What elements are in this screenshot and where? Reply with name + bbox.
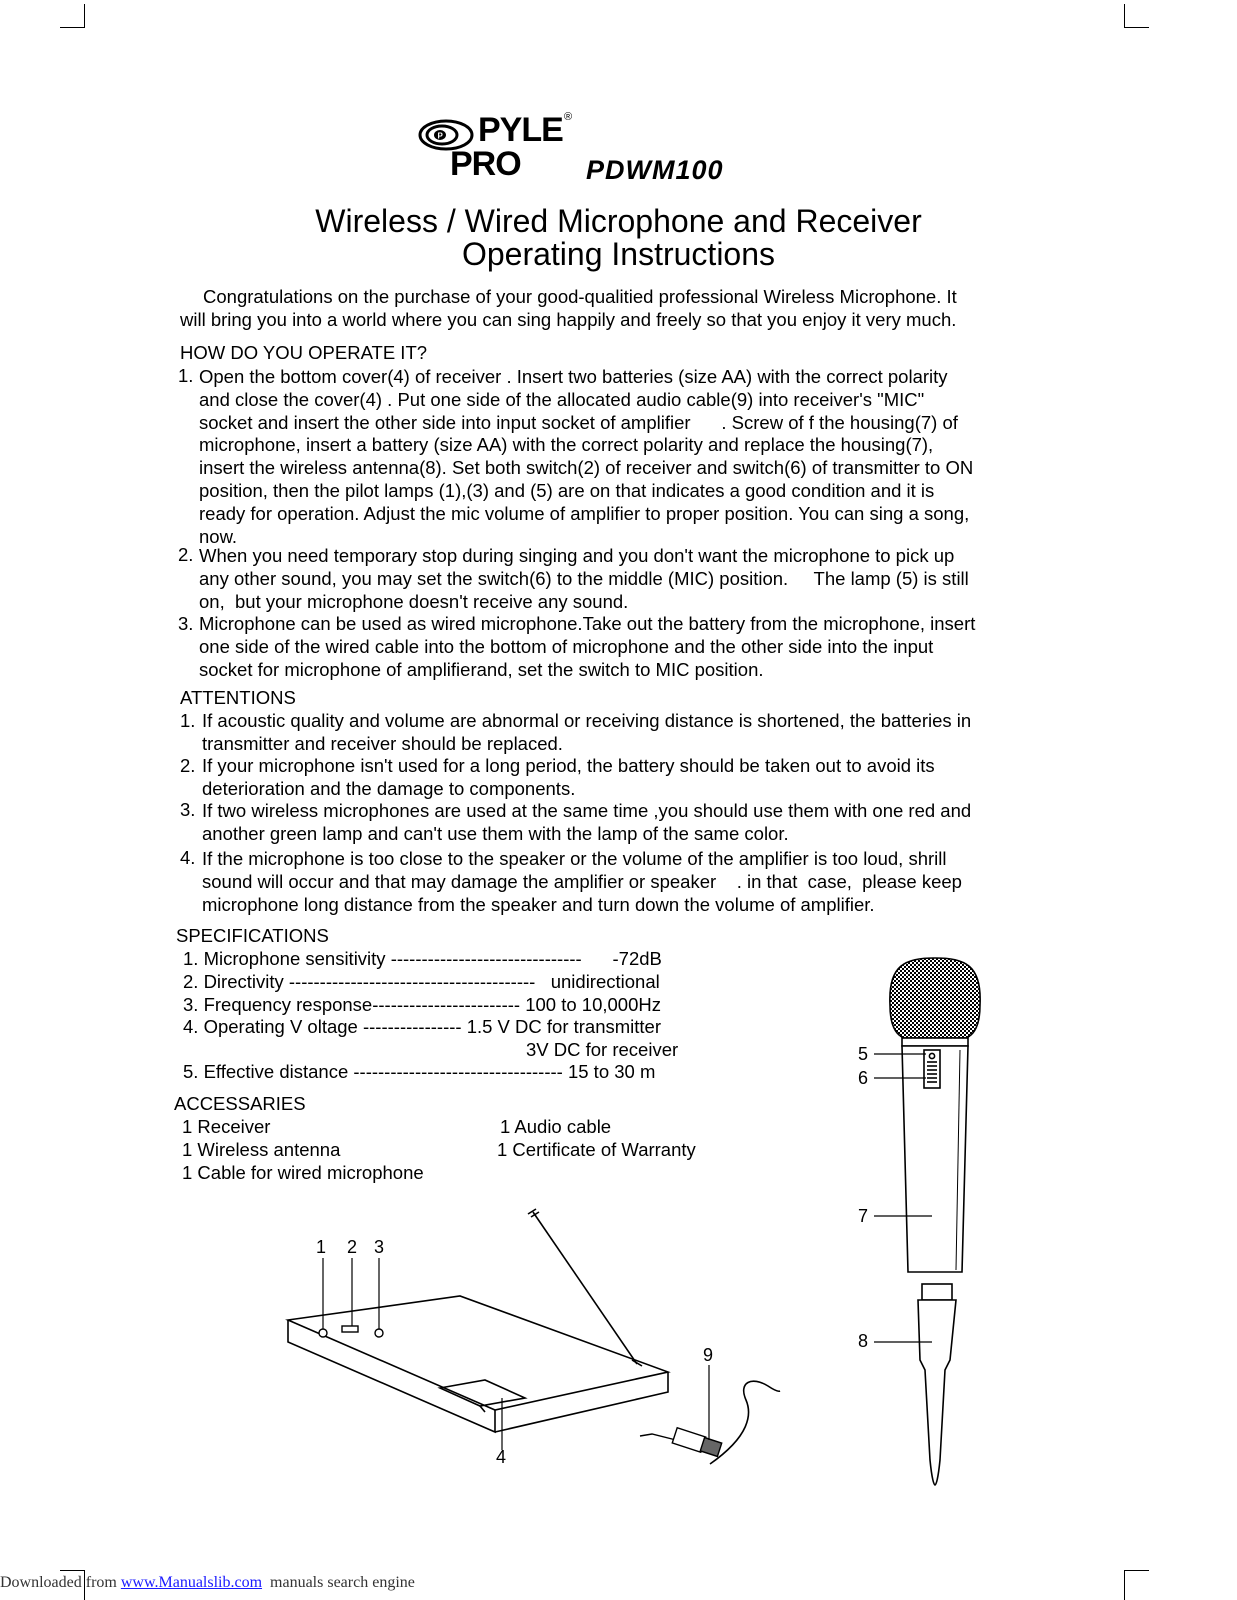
brand-line1: PYLE (478, 111, 563, 149)
page-title-line2: Operating Instructions (461, 236, 776, 272)
microphone-diagram (860, 950, 1000, 1490)
accessary-left-2: 1 Wireless antenna (182, 1139, 341, 1160)
attentions-heading: ATTENTIONS (180, 687, 296, 708)
text-line: and close the cover(4) . Put one side of the allocated audio cable(9) into receiver's "MIC" (199, 388, 925, 410)
intro-line2: will bring you into a world where you can sing happily and freely so that you enjoy it very much. (180, 309, 957, 330)
crop-mark-top-right-v (1124, 4, 1125, 27)
brand-logo (418, 113, 738, 188)
lamp-1 (319, 1329, 327, 1337)
operate-item-3-number: 3. (178, 613, 194, 634)
download-footer (0, 1574, 415, 1592)
accessary-left-1: 1 Receiver (182, 1116, 271, 1137)
diagram-label-4: 4 (496, 1447, 507, 1467)
text-line: one side of the wired cable into the bottom of microphone and the other side into the input (199, 635, 934, 657)
operate-item-2-number: 2. (178, 544, 194, 565)
crop-mark-top-right-h (1124, 27, 1149, 28)
diagram-label-1: 1 (316, 1237, 327, 1257)
attention-item-3-number: 3. (180, 799, 196, 820)
diagram-label-3: 3 (374, 1237, 385, 1257)
text-line: any other sound, you may set the switch(6) to the middle (MIC) position. The lamp (5) is still (199, 567, 969, 589)
text-line: another green lamp and can't use them with the lamp of the same color. (202, 822, 789, 844)
attention-item-4-text (202, 848, 962, 916)
text-line: When you need temporary stop during singing and you don't want the microphone to pick up (199, 545, 955, 566)
attention-item-2-text (202, 755, 935, 801)
text-line: Open the bottom cover(4) of receiver . Insert two batteries (size AA) with the correct polarity (199, 366, 948, 387)
spec-line-5: 5. Effective distance ---------------------------------- 15 to 30 m (183, 1061, 656, 1082)
text-line: If the microphone is too close to the speaker or the volume of the amplifier is too loud, shrill (202, 848, 947, 869)
text-line: If two wireless microphones are used at the same time ,you should use them with one red and (202, 800, 972, 821)
footer-prefix: Downloaded from (0, 1574, 121, 1591)
attention-item-4-number: 4. (180, 847, 196, 868)
diagram-label-2: 2 (347, 1237, 358, 1257)
text-line: insert the wireless antenna(8). Set both switch(2) of receiver and switch(6) of transmitter to ON (199, 457, 974, 479)
text-line: ready for operation. Adjust the mic volume of amplifier to proper position. You can sing a song, (199, 502, 970, 524)
operate-item-1-number: 1. (178, 365, 194, 386)
attention-item-1-number: 1. (180, 710, 196, 731)
accessary-right-1: 1 Audio cable (500, 1116, 612, 1137)
diagram-label-9: 9 (703, 1345, 714, 1365)
accessary-right-2: 1 Certificate of Warranty (497, 1139, 696, 1160)
brand-line2: PRO (450, 145, 521, 183)
crop-mark-bottom-right-h (1124, 1570, 1149, 1571)
text-line: socket and insert the other side into input socket of amplifier . Screw of f the housing(7) of (199, 411, 958, 433)
footer-suffix: manuals search engine (262, 1574, 415, 1591)
intro-line1: Congratulations on the purchase of your good-qualitied professional Wireless Microphone. It (203, 286, 957, 307)
accessaries-heading: ACCESSARIES (174, 1093, 306, 1114)
lamp-3 (375, 1329, 383, 1337)
specifications-heading: SPECIFICATIONS (176, 925, 329, 946)
operate-item-2-text (199, 545, 969, 613)
text-line: on, but your microphone doesn't receive any sound. (199, 590, 629, 612)
operate-heading: HOW DO YOU OPERATE IT? (180, 342, 428, 363)
receiver-body (288, 1296, 668, 1410)
attention-item-3-text (202, 800, 971, 846)
spec-line-4b: 3V DC for receiver (526, 1039, 679, 1060)
mic-grille (890, 958, 980, 1038)
text-line: deterioration and the damage to components. (202, 777, 576, 799)
text-line: transmitter and receiver should be replaced. (202, 732, 563, 754)
svg-text:P: P (437, 131, 443, 141)
crop-mark-top-left-h (60, 27, 85, 28)
accessary-left-3: 1 Cable for wired microphone (182, 1162, 424, 1183)
manualslib-link[interactable]: www.Manualslib.com (120, 1574, 263, 1591)
spec-line-2: 2. Directivity ---------------------------------------- unidirectional (183, 971, 660, 992)
text-line: If your microphone isn't used for a long period, the battery should be taken out to avoid its (202, 755, 935, 776)
diagram-label-8: 8 (858, 1331, 869, 1351)
model-number: PDWM100 (586, 155, 724, 185)
attention-item-1-text (202, 710, 971, 756)
spec-line-3: 3. Frequency response------------------------ 100 to 10,000Hz (183, 994, 661, 1015)
diagram-label-6: 6 (858, 1068, 869, 1088)
switch-2 (342, 1326, 358, 1332)
text-line: Microphone can be used as wired microphone.Take out the battery from the microphone, insert (199, 613, 976, 634)
text-line: now. (199, 525, 238, 547)
text-line: If acoustic quality and volume are abnormal or receiving distance is shortened, the batteries in (202, 710, 972, 731)
diagram-label-7: 7 (858, 1206, 869, 1226)
registered-mark: ® (564, 111, 573, 123)
text-line: microphone, insert a battery (size AA) with the correct polarity and replace the housing(7), (199, 434, 934, 456)
operate-item-1-text (199, 366, 973, 548)
text-line: sound will occur and that may damage the amplifier or speaker . in that case, please keep (202, 870, 962, 892)
text-line: microphone long distance from the speaker and turn down the volume of amplifier. (202, 893, 875, 915)
receiver-diagram (280, 1200, 800, 1490)
crop-mark-bottom-left-h (60, 1570, 85, 1571)
spec-line-4: 4. Operating V oltage ---------------- 1.5 V DC for transmitter (183, 1016, 661, 1037)
page-title-line1: Wireless / Wired Microphone and Receiver (315, 203, 922, 239)
attention-item-2-number: 2. (180, 755, 196, 776)
operate-item-3-text (199, 613, 975, 681)
crop-mark-top-left-v (84, 4, 85, 27)
spec-line-1: 1. Microphone sensitivity ------------------------------- -72dB (183, 948, 662, 969)
audio-cable (710, 1381, 780, 1464)
mic-antenna (918, 1300, 956, 1485)
text-line: socket for microphone of amplifierand, set the switch to MIC position. (199, 658, 764, 680)
diagram-label-5: 5 (858, 1044, 869, 1064)
crop-mark-bottom-right-v (1124, 1570, 1125, 1600)
text-line: position, then the pilot lamps (1),(3) and (5) are on that indicates a good condition and it is (199, 479, 935, 501)
